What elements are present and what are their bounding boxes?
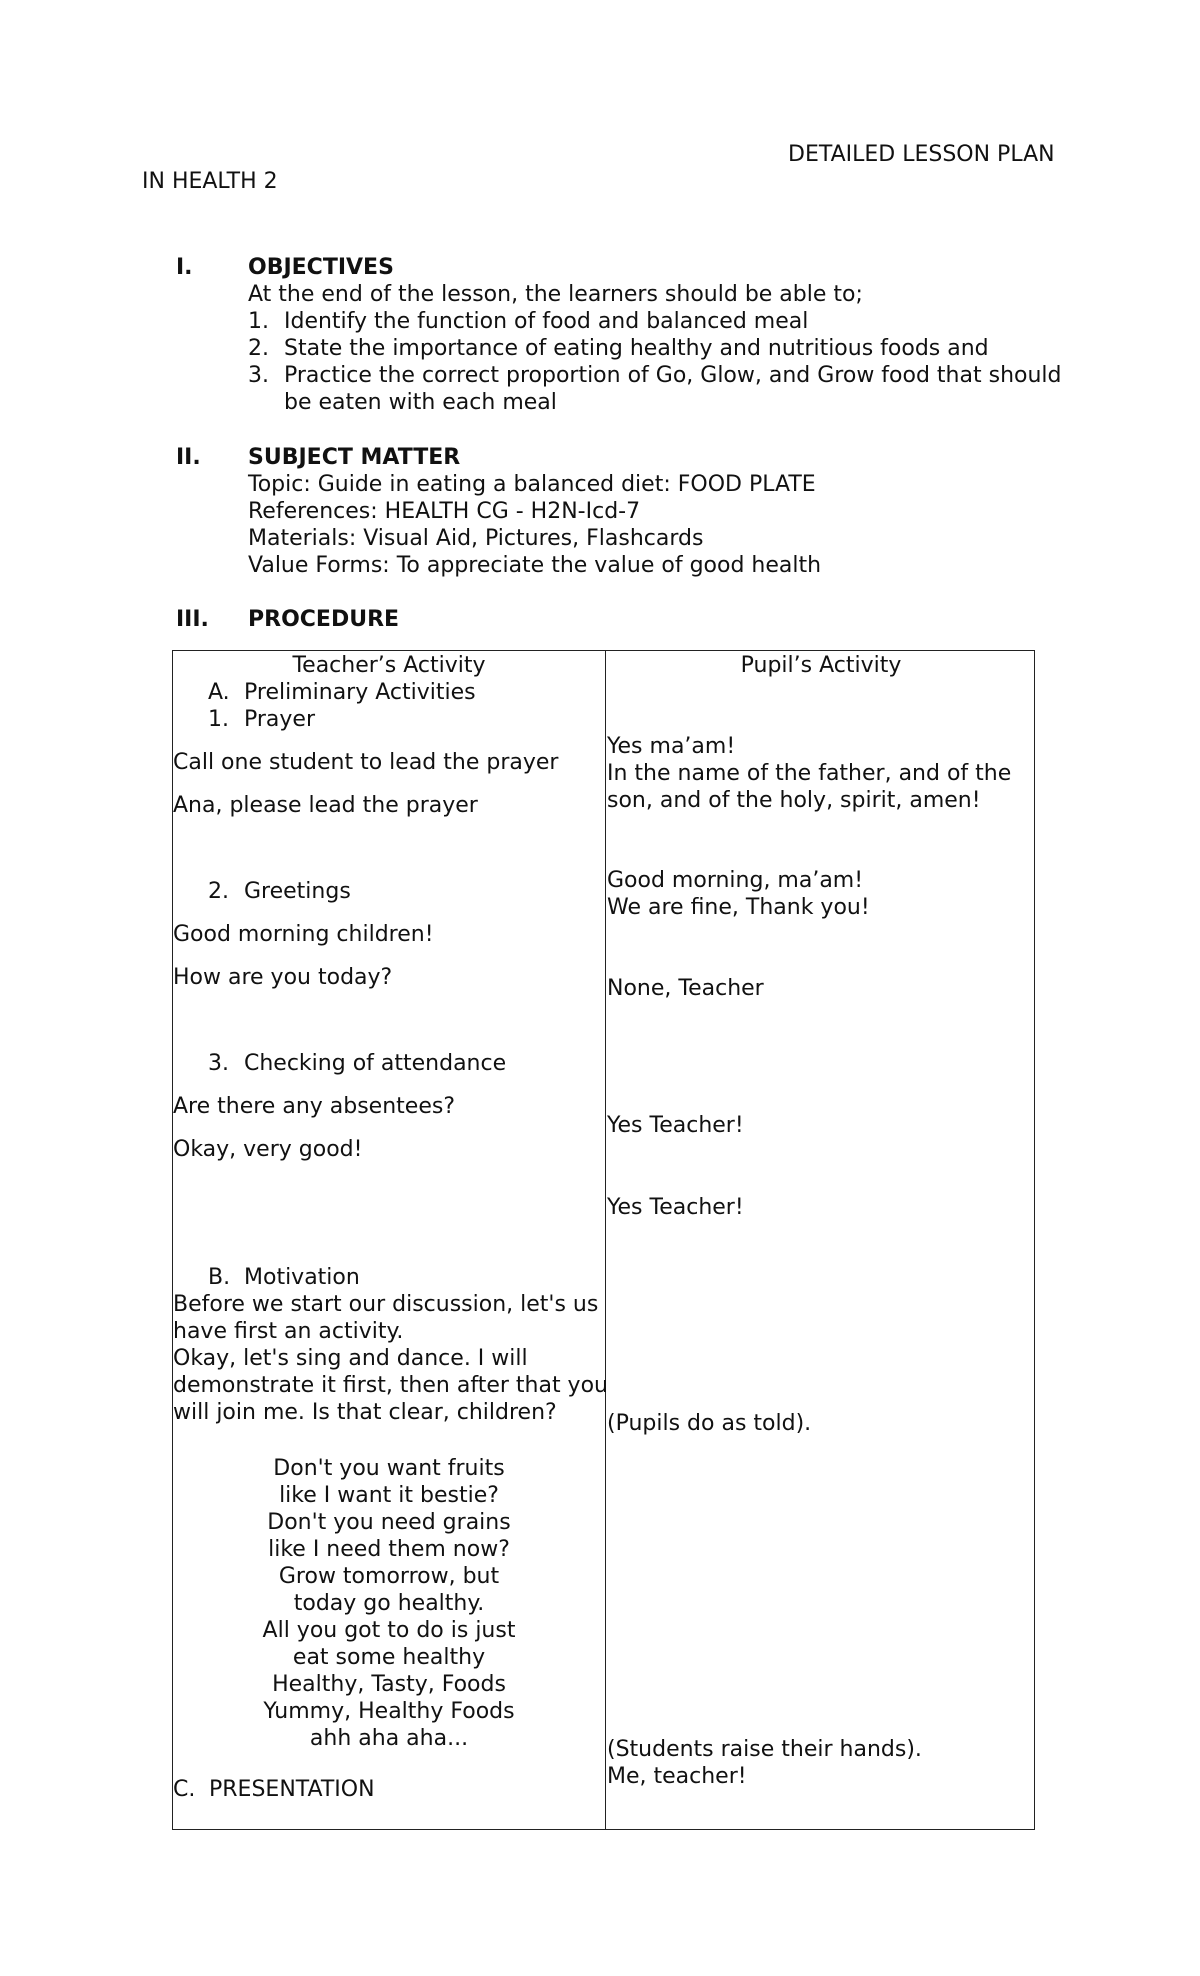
subject-matter-heading: SUBJECT MATTER — [248, 445, 461, 470]
table-column-divider — [605, 650, 606, 1830]
pupil-response: Me, teacher! — [607, 1764, 747, 1789]
objectives-number: I. — [176, 255, 193, 280]
teacher-text: Are there any absentees? — [173, 1094, 455, 1119]
procedure-number: III. — [176, 607, 209, 632]
subject-matter-number: II. — [176, 445, 201, 470]
label-2: 2. — [208, 879, 229, 904]
presentation-label: PRESENTATION — [209, 1777, 375, 1802]
pupil-response: None, Teacher — [607, 976, 764, 1001]
label-c: C. — [173, 1777, 196, 1802]
motivation-label: Motivation — [244, 1265, 360, 1290]
greetings-label: Greetings — [244, 879, 351, 904]
materials-line: Materials: Visual Aid, Pictures, Flashcards — [248, 526, 704, 551]
objective-item: 1. Identify the function of food and balanced meal — [248, 309, 809, 334]
label-a: A. — [208, 680, 230, 705]
pupil-response: (Pupils do as told). — [607, 1411, 812, 1436]
subject-line: IN HEALTH 2 — [142, 169, 278, 194]
references-line: References: HEALTH CG - H2N-Icd-7 — [248, 499, 641, 524]
teacher-text: Okay, very good! — [173, 1137, 363, 1162]
song-lyrics: Don't you want fruits like I want it bestie? Don't you need grains like I need them now? Grow tomorrow, but today go healthy. All you got to do is just eat some healthy Healthy, Tasty, Foods Yummy, Healthy Foods ahh aha aha... — [262, 1456, 516, 1751]
objectives-list — [248, 308, 1062, 416]
attendance-label: Checking of attendance — [244, 1051, 507, 1076]
pupil-response: We are fine, Thank you! — [607, 895, 870, 920]
label-3: 3. — [208, 1051, 229, 1076]
pupil-response: Yes Teacher! — [607, 1195, 744, 1220]
objective-item: 2. State the importance of eating healthy and nutritious foods and — [248, 336, 989, 361]
motivation-text: Before we start our discussion, let's us have first an activity. Okay, let's sing and dance. I will demonstrate it first, then after that you will join me. Is that clear, children? — [173, 1292, 608, 1425]
preliminary-activities-label: Preliminary Activities — [244, 680, 476, 705]
subject-matter-section — [248, 444, 821, 579]
procedure-heading: PROCEDURE — [248, 607, 400, 632]
pupil-response: Good morning, ma’am! — [607, 868, 864, 893]
pupil-activity-header: Pupil’s Activity — [740, 653, 902, 678]
teacher-text: Ana, please lead the prayer — [173, 793, 478, 818]
objectives-heading: OBJECTIVES — [248, 255, 394, 280]
label-1: 1. — [208, 707, 229, 732]
pupil-response: (Students raise their hands). — [607, 1737, 922, 1762]
pupil-response: In the name of the father, and of the — [607, 761, 1012, 786]
teacher-activity-header: Teacher’s Activity — [292, 653, 486, 678]
pupil-response: son, and of the holy, spirit, amen! — [607, 788, 981, 813]
objectives-intro: At the end of the lesson, the learners should be able to; — [248, 282, 863, 307]
pupil-response: Yes ma’am! — [607, 734, 736, 759]
topic-line: Topic: Guide in eating a balanced diet: FOOD PLATE — [248, 472, 816, 497]
value-forms-line: Value Forms: To appreciate the value of good health — [248, 553, 822, 578]
teacher-text: How are you today? — [173, 965, 393, 990]
document-title: DETAILED LESSON PLAN — [788, 142, 1055, 167]
prayer-label: Prayer — [244, 707, 316, 732]
pupil-response: Yes Teacher! — [607, 1113, 744, 1138]
teacher-text: Good morning children! — [173, 922, 434, 947]
objectives-section — [248, 254, 1062, 416]
teacher-text: Call one student to lead the prayer — [173, 750, 559, 775]
label-b: B. — [208, 1265, 231, 1290]
objective-item: 3. Practice the correct proportion of Go, Glow, and Grow food that should be eaten with each meal — [248, 363, 1062, 415]
